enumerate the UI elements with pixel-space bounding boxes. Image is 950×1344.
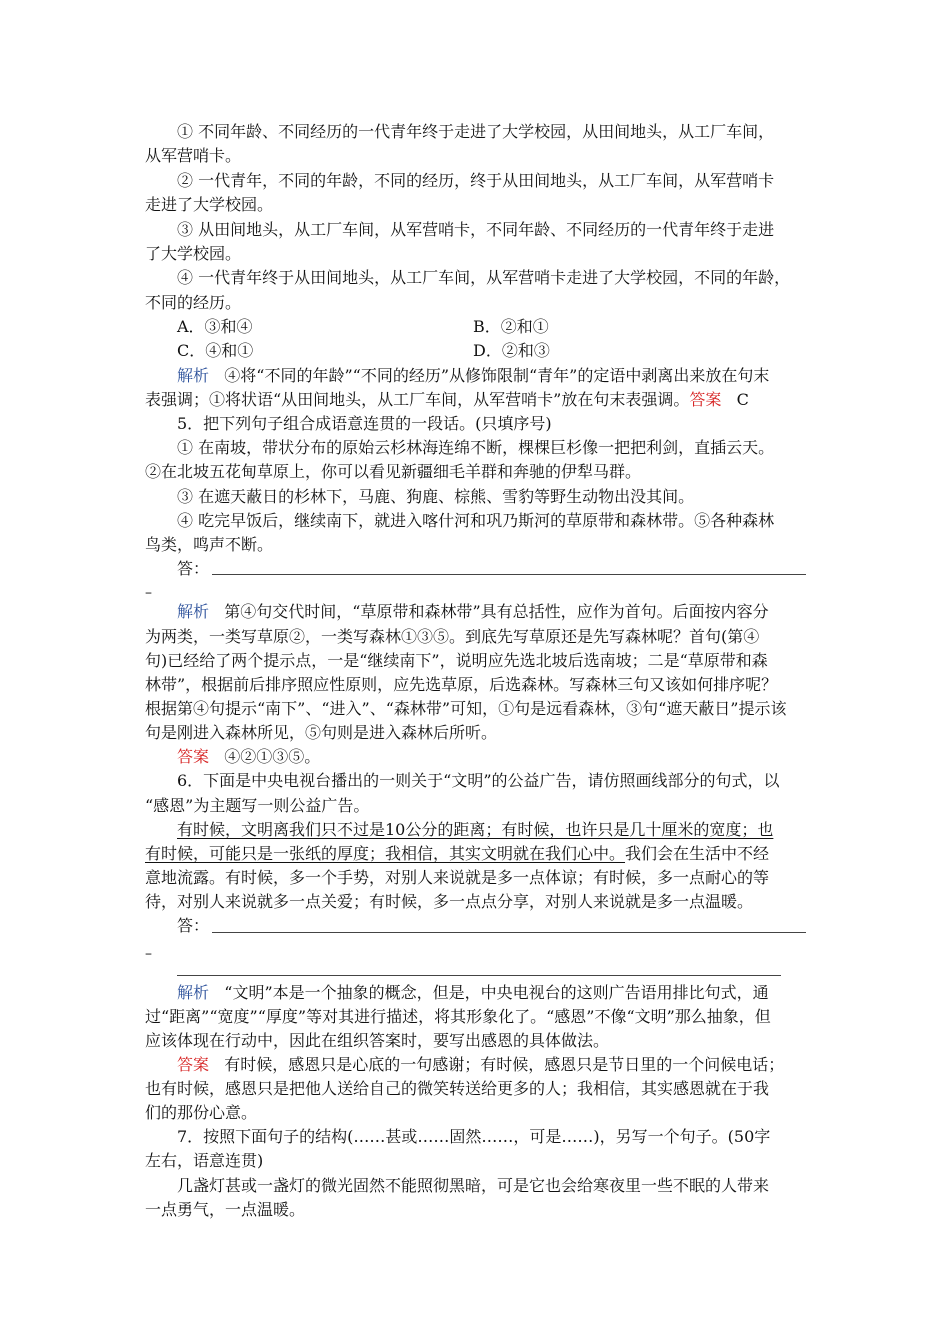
q6-ad-underlined-line2: 有时候，可能只是一张纸的厚度；我相信，其实文明就在我们心中。	[145, 844, 626, 863]
q6-dash: –	[145, 946, 152, 962]
q6-analysis-line3: 应该体现在行动中，因此在组织答案时，要写出感恩的具体做法。	[145, 1031, 610, 1050]
q5-sentence-2: ②在北坡五花甸草原上，你可以看见新疆细毛羊群和奔驰的伊犁马群。	[145, 462, 642, 481]
q4-sentence-3-line1: ③ 从田间地头，从工厂车间，从军营哨卡，不同年龄、不同经历的一代青年终于走进	[177, 220, 775, 239]
q4-analysis-line2	[145, 389, 749, 411]
q6-answer-line3: 们的那份心意。	[145, 1103, 258, 1122]
q5-sentence-1: ① 在南坡，带状分布的原始云杉林海连绵不断，棵棵巨杉像一把把利剑，直插云天。	[177, 438, 775, 457]
q6-ad-line2-rest: 我们会在生活中不经	[625, 844, 770, 863]
q4-answer: C	[736, 390, 749, 409]
q4-option-d: D．②和③	[473, 341, 550, 360]
q6-analysis-line1	[177, 982, 769, 1004]
q7-stem-line2: 左右，语意连贯)	[145, 1151, 264, 1170]
q7-example-line1: 几盏灯甚或一盏灯的微光固然不能照彻黑暗，可是它也会给寒夜里一些不眠的人带来	[177, 1176, 770, 1195]
q4-sentence-4-line2: 不同的经历。	[145, 293, 242, 312]
q4-sentence-1-line1: ① 不同年龄、不同经历的一代青年终于走进了大学校园，从田间地头，从工厂车间，	[177, 122, 775, 141]
analysis-label: 解析	[177, 983, 210, 1002]
q5-analysis-line1	[177, 601, 769, 623]
q6-ad-line4: 待，对别人来说就多一点关爱；有时候，多一点点分享，对别人来说就是多一点温暖。	[145, 892, 754, 911]
q5-stem: 5．把下列句子组合成语意连贯的一段话。(只填序号)	[177, 414, 552, 433]
q6-answer-text-1: 有时候，感恩只是心底的一句感谢；有时候，感恩只是节日里的一个问候电话；	[224, 1055, 785, 1074]
q4-sentence-3-line2: 了大学校园。	[145, 244, 242, 263]
q4-option-b: B．②和①	[473, 317, 549, 336]
q5-sentence-3: ③ 在遮天蔽日的杉林下，马鹿、狗鹿、棕熊、雪豹等野生动物出没其间。	[177, 487, 695, 506]
q6-answer-prompt: 答：	[177, 916, 210, 935]
q6-analysis-line2: 过“距离”“宽度”“厚度”等对其进行描述，将其形象化了。“感恩”不像“文明”那么抽象，但	[145, 1007, 771, 1026]
q5-analysis-line2: 为两类，一类写草原②，一类写森林①③⑤。到底先写草原还是先写森林呢？首句(第④	[145, 627, 760, 646]
q5-answer-line[interactable]	[212, 574, 806, 575]
q6-ad-underlined-line1: 有时候，文明离我们只不过是10公分的距离；有时候，也许只是几十厘米的宽度；也	[177, 820, 774, 839]
q5-sentence-4-line2: 鸟类，鸣声不断。	[145, 535, 274, 554]
q6-stem-line2: “感恩”为主题写一则公益广告。	[145, 796, 370, 815]
q6-answer-line1	[177, 1054, 784, 1076]
q5-answer-prompt: 答：	[177, 559, 210, 578]
q4-analysis-line1	[177, 365, 769, 387]
q6-analysis-text-1: “文明”本是一个抽象的概念，但是，中央电视台的这则广告语用排比句式，通	[224, 983, 769, 1002]
q6-ad-line3: 意地流露。有时候，多一个手势，对别人来说就是多一点体谅；有时候，多一点耐心的等	[145, 868, 770, 887]
q4-sentence-4-line1: ④ 一代青年终于从田间地头，从工厂车间，从军营哨卡走进了大学校园，不同的年龄，	[177, 268, 791, 287]
answer-label: 答案	[177, 1055, 210, 1074]
q4-option-c: C．④和①	[177, 341, 254, 360]
q4-sentence-2-line1: ② 一代青年，不同的年龄，不同的经历，终于从田间地头，从工厂车间，从军营哨卡	[177, 171, 775, 190]
q4-option-a: A．③和④	[177, 317, 253, 336]
q4-analysis-text-2: 表强调；①将状语“从田间地头，从工厂车间，从军营哨卡”放在句末表强调。	[145, 390, 690, 409]
q5-analysis-line5: 根据第④句提示“南下”、“进入”、“森林带”可知，①句是远看森林，③句“遮天蔽日”提示该	[145, 699, 787, 718]
q5-analysis-line6: 句是刚进入森林所见，⑤句则是进入森林后所听。	[145, 723, 498, 742]
analysis-label: 解析	[177, 366, 210, 385]
answer-label: 答案	[689, 390, 722, 409]
q4-sentence-2-line2: 走进了大学校园。	[145, 195, 274, 214]
q5-sentence-4-line1: ④ 吃完早饭后，继续南下，就进入喀什河和巩乃斯河的草原带和森林带。⑤各种森林	[177, 511, 775, 530]
q6-answer-line-1[interactable]	[212, 932, 806, 933]
analysis-label: 解析	[177, 602, 210, 621]
q6-ad-line2	[145, 843, 769, 865]
q5-answer: ④②①③⑤。	[224, 747, 321, 766]
q4-analysis-text-1: ④将“不同的年龄”“不同的经历”从修饰限制“青年”的定语中剥离出来放在句末	[224, 366, 770, 385]
q5-analysis-text-1: 第④句交代时间，“草原带和森林带”具有总括性，应作为首句。后面按内容分	[224, 602, 769, 621]
q6-stem-line1: 6．下面是中央电视台播出的一则关于“文明”的公益广告，请仿照画线部分的句式，以	[177, 771, 780, 790]
q5-dash: –	[145, 585, 152, 601]
q4-sentence-1-line2: 从军营哨卡。	[145, 146, 242, 165]
q5-answer-line-text	[177, 746, 320, 768]
q7-example-line2: 一点勇气，一点温暖。	[145, 1200, 306, 1219]
q6-answer-line2: 也有时候，感恩只是把他人送给自己的微笑转送给更多的人；我相信，其实感恩就在于我	[145, 1079, 770, 1098]
q5-analysis-line4: 林带”，根据前后排序照应性原则，应先选草原，后选森林。写森林三句又该如何排序呢？	[145, 675, 778, 694]
q7-stem-line1: 7．按照下面句子的结构(……甚或……固然……，可是……)，另写一个句子。(50字	[177, 1127, 771, 1146]
q5-analysis-line3: 句)已经给了两个提示点，一是“继续南下”，说明应先选北坡后选南坡；二是“草原带和森	[145, 651, 768, 670]
answer-label: 答案	[177, 747, 210, 766]
q6-answer-line-2[interactable]	[177, 975, 781, 976]
